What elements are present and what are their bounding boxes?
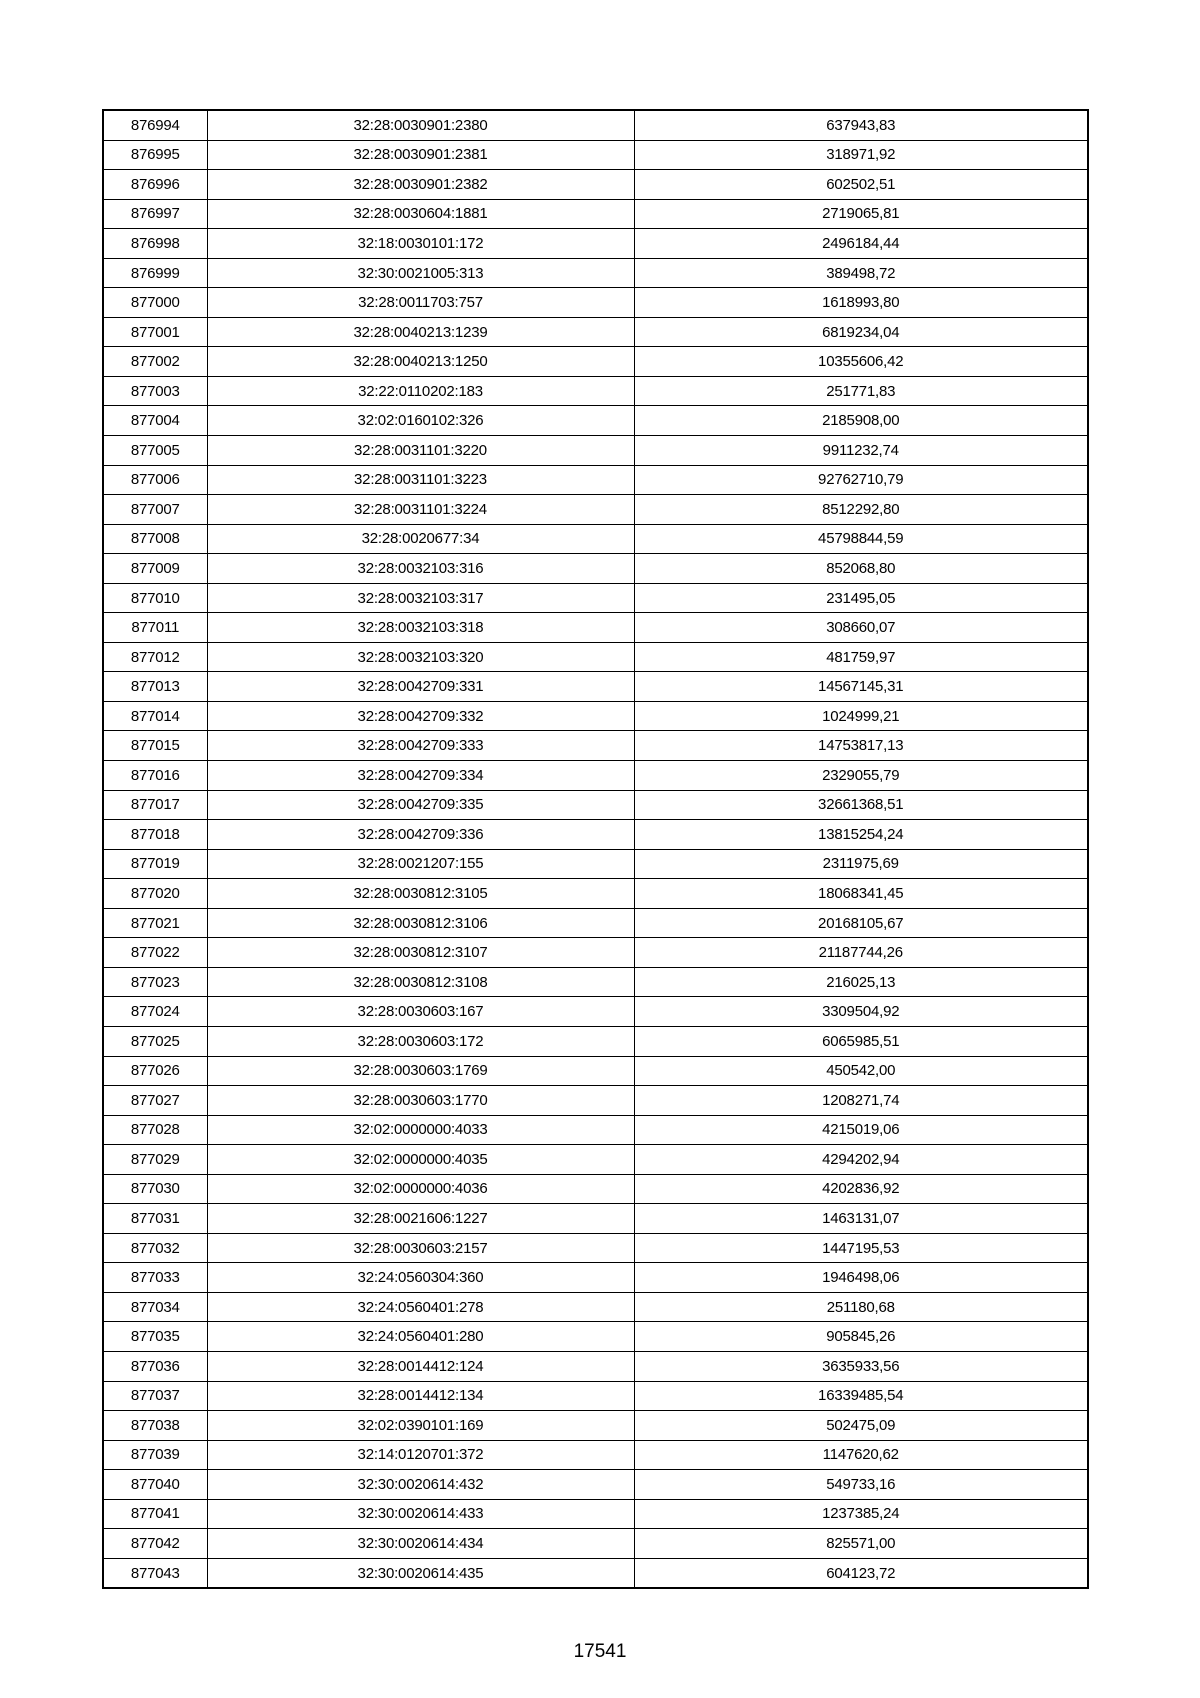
value-cell: 1618993,80 xyxy=(634,288,1088,318)
table-row xyxy=(103,1558,1088,1588)
table-row xyxy=(103,376,1088,406)
record-number-cell: 877034 xyxy=(103,1292,207,1322)
cadastral-number-cell: 32:28:0042709:333 xyxy=(207,731,634,761)
table-row xyxy=(103,1292,1088,1322)
table-row xyxy=(103,642,1088,672)
cadastral-number-cell: 32:28:0032103:320 xyxy=(207,642,634,672)
record-number-cell: 876994 xyxy=(103,110,207,140)
table-row xyxy=(103,1204,1088,1234)
table-row xyxy=(103,938,1088,968)
value-cell: 251771,83 xyxy=(634,376,1088,406)
cadastral-number-cell: 32:24:0560401:278 xyxy=(207,1292,634,1322)
cadastral-number-cell: 32:22:0110202:183 xyxy=(207,376,634,406)
value-cell: 2719065,81 xyxy=(634,199,1088,229)
record-number-cell: 877016 xyxy=(103,761,207,791)
record-number-cell: 876996 xyxy=(103,170,207,200)
table-row xyxy=(103,701,1088,731)
record-number-cell: 876998 xyxy=(103,229,207,259)
value-cell: 549733,16 xyxy=(634,1470,1088,1500)
value-cell: 14567145,31 xyxy=(634,672,1088,702)
value-cell: 604123,72 xyxy=(634,1558,1088,1588)
value-cell: 905845,26 xyxy=(634,1322,1088,1352)
record-number-cell: 877008 xyxy=(103,524,207,554)
table-row xyxy=(103,1174,1088,1204)
cadastral-number-cell: 32:30:0020614:432 xyxy=(207,1470,634,1500)
table-row xyxy=(103,790,1088,820)
record-number-cell: 877031 xyxy=(103,1204,207,1234)
value-cell: 502475,09 xyxy=(634,1411,1088,1441)
value-cell: 4202836,92 xyxy=(634,1174,1088,1204)
value-cell: 2185908,00 xyxy=(634,406,1088,436)
cadastral-number-cell: 32:28:0032103:318 xyxy=(207,613,634,643)
value-cell: 13815254,24 xyxy=(634,820,1088,850)
value-cell: 251180,68 xyxy=(634,1292,1088,1322)
value-cell: 1024999,21 xyxy=(634,701,1088,731)
table-row xyxy=(103,347,1088,377)
record-number-cell: 877005 xyxy=(103,436,207,466)
value-cell: 1237385,24 xyxy=(634,1499,1088,1529)
table-row xyxy=(103,554,1088,584)
cadastral-number-cell: 32:28:0031101:3224 xyxy=(207,495,634,525)
record-number-cell: 876995 xyxy=(103,140,207,170)
record-number-cell: 877037 xyxy=(103,1381,207,1411)
table-row xyxy=(103,1145,1088,1175)
value-cell: 18068341,45 xyxy=(634,879,1088,909)
table-row xyxy=(103,613,1088,643)
page-number: 17541 xyxy=(573,1641,627,1662)
cadastral-number-cell: 32:28:0030603:1770 xyxy=(207,1086,634,1116)
table-row xyxy=(103,672,1088,702)
record-number-cell: 876999 xyxy=(103,258,207,288)
record-number-cell: 877019 xyxy=(103,849,207,879)
record-number-cell: 877040 xyxy=(103,1470,207,1500)
table-row xyxy=(103,1470,1088,1500)
cadastral-number-cell: 32:28:0030901:2381 xyxy=(207,140,634,170)
value-cell: 45798844,59 xyxy=(634,524,1088,554)
record-number-cell: 877004 xyxy=(103,406,207,436)
table-row xyxy=(103,1115,1088,1145)
table-row xyxy=(103,110,1088,140)
value-cell: 2496184,44 xyxy=(634,229,1088,259)
table-row xyxy=(103,199,1088,229)
table-row xyxy=(103,1499,1088,1529)
cadastral-number-cell: 32:28:0040213:1239 xyxy=(207,317,634,347)
value-cell: 1208271,74 xyxy=(634,1086,1088,1116)
table-row xyxy=(103,1322,1088,1352)
cadastral-number-cell: 32:14:0120701:372 xyxy=(207,1440,634,1470)
table-row xyxy=(103,967,1088,997)
cadastral-number-cell: 32:28:0042709:334 xyxy=(207,761,634,791)
value-cell: 3309504,92 xyxy=(634,997,1088,1027)
table-row xyxy=(103,1026,1088,1056)
record-number-cell: 877017 xyxy=(103,790,207,820)
record-number-cell: 877032 xyxy=(103,1233,207,1263)
value-cell: 1147620,62 xyxy=(634,1440,1088,1470)
value-cell: 852068,80 xyxy=(634,554,1088,584)
value-cell: 3635933,56 xyxy=(634,1351,1088,1381)
record-number-cell: 877036 xyxy=(103,1351,207,1381)
record-number-cell: 877035 xyxy=(103,1322,207,1352)
cadastral-number-cell: 32:28:0031101:3220 xyxy=(207,436,634,466)
value-cell: 481759,97 xyxy=(634,642,1088,672)
record-number-cell: 877030 xyxy=(103,1174,207,1204)
record-number-cell: 877011 xyxy=(103,613,207,643)
cadastral-number-cell: 32:28:0042709:336 xyxy=(207,820,634,850)
registry-table-body xyxy=(103,110,1088,1588)
value-cell: 20168105,67 xyxy=(634,908,1088,938)
value-cell: 4215019,06 xyxy=(634,1115,1088,1145)
value-cell: 1463131,07 xyxy=(634,1204,1088,1234)
table-row xyxy=(103,495,1088,525)
cadastral-number-cell: 32:28:0030812:3105 xyxy=(207,879,634,909)
cadastral-number-cell: 32:28:0014412:124 xyxy=(207,1351,634,1381)
cadastral-number-cell: 32:02:0160102:326 xyxy=(207,406,634,436)
cadastral-number-cell: 32:28:0030603:167 xyxy=(207,997,634,1027)
record-number-cell: 877002 xyxy=(103,347,207,377)
cadastral-number-cell: 32:02:0000000:4035 xyxy=(207,1145,634,1175)
record-number-cell: 877043 xyxy=(103,1558,207,1588)
cadastral-number-cell: 32:28:0030812:3106 xyxy=(207,908,634,938)
value-cell: 4294202,94 xyxy=(634,1145,1088,1175)
value-cell: 9911232,74 xyxy=(634,436,1088,466)
record-number-cell: 877042 xyxy=(103,1529,207,1559)
cadastral-number-cell: 32:28:0040213:1250 xyxy=(207,347,634,377)
cadastral-number-cell: 32:28:0030603:172 xyxy=(207,1026,634,1056)
value-cell: 1946498,06 xyxy=(634,1263,1088,1293)
table-row xyxy=(103,1086,1088,1116)
table-row xyxy=(103,465,1088,495)
record-number-cell: 877028 xyxy=(103,1115,207,1145)
value-cell: 231495,05 xyxy=(634,583,1088,613)
record-number-cell: 877000 xyxy=(103,288,207,318)
value-cell: 637943,83 xyxy=(634,110,1088,140)
table-row xyxy=(103,1351,1088,1381)
cadastral-number-cell: 32:30:0020614:435 xyxy=(207,1558,634,1588)
record-number-cell: 877020 xyxy=(103,879,207,909)
cadastral-number-cell: 32:28:0042709:331 xyxy=(207,672,634,702)
cadastral-number-cell: 32:28:0030901:2382 xyxy=(207,170,634,200)
record-number-cell: 876997 xyxy=(103,199,207,229)
table-row xyxy=(103,436,1088,466)
cadastral-number-cell: 32:28:0031101:3223 xyxy=(207,465,634,495)
value-cell: 6065985,51 xyxy=(634,1026,1088,1056)
table-row xyxy=(103,583,1088,613)
table-row xyxy=(103,820,1088,850)
value-cell: 16339485,54 xyxy=(634,1381,1088,1411)
cadastral-number-cell: 32:02:0000000:4036 xyxy=(207,1174,634,1204)
value-cell: 216025,13 xyxy=(634,967,1088,997)
table-row xyxy=(103,908,1088,938)
value-cell: 825571,00 xyxy=(634,1529,1088,1559)
value-cell: 389498,72 xyxy=(634,258,1088,288)
value-cell: 10355606,42 xyxy=(634,347,1088,377)
record-number-cell: 877024 xyxy=(103,997,207,1027)
cadastral-number-cell: 32:18:0030101:172 xyxy=(207,229,634,259)
cadastral-number-cell: 32:28:0032103:317 xyxy=(207,583,634,613)
table-row xyxy=(103,288,1088,318)
table-row xyxy=(103,849,1088,879)
cadastral-number-cell: 32:28:0030812:3107 xyxy=(207,938,634,968)
cadastral-number-cell: 32:28:0032103:316 xyxy=(207,554,634,584)
cadastral-number-cell: 32:28:0042709:332 xyxy=(207,701,634,731)
cadastral-number-cell: 32:28:0030901:2380 xyxy=(207,110,634,140)
value-cell: 450542,00 xyxy=(634,1056,1088,1086)
record-number-cell: 877012 xyxy=(103,642,207,672)
record-number-cell: 877025 xyxy=(103,1026,207,1056)
table-row xyxy=(103,229,1088,259)
value-cell: 318971,92 xyxy=(634,140,1088,170)
cadastral-number-cell: 32:28:0042709:335 xyxy=(207,790,634,820)
record-number-cell: 877027 xyxy=(103,1086,207,1116)
record-number-cell: 877029 xyxy=(103,1145,207,1175)
record-number-cell: 877010 xyxy=(103,583,207,613)
table-row xyxy=(103,524,1088,554)
record-number-cell: 877015 xyxy=(103,731,207,761)
record-number-cell: 877007 xyxy=(103,495,207,525)
cadastral-number-cell: 32:02:0390101:169 xyxy=(207,1411,634,1441)
record-number-cell: 877021 xyxy=(103,908,207,938)
cadastral-number-cell: 32:28:0030812:3108 xyxy=(207,967,634,997)
record-number-cell: 877014 xyxy=(103,701,207,731)
record-number-cell: 877013 xyxy=(103,672,207,702)
value-cell: 6819234,04 xyxy=(634,317,1088,347)
record-number-cell: 877022 xyxy=(103,938,207,968)
table-row xyxy=(103,997,1088,1027)
record-number-cell: 877041 xyxy=(103,1499,207,1529)
cadastral-number-cell: 32:24:0560401:280 xyxy=(207,1322,634,1352)
value-cell: 32661368,51 xyxy=(634,790,1088,820)
table-row xyxy=(103,731,1088,761)
cadastral-number-cell: 32:28:0030604:1881 xyxy=(207,199,634,229)
value-cell: 308660,07 xyxy=(634,613,1088,643)
cadastral-number-cell: 32:28:0021207:155 xyxy=(207,849,634,879)
value-cell: 14753817,13 xyxy=(634,731,1088,761)
table-row xyxy=(103,1263,1088,1293)
table-row xyxy=(103,1056,1088,1086)
table-row xyxy=(103,1411,1088,1441)
table-row xyxy=(103,170,1088,200)
table-row xyxy=(103,879,1088,909)
record-number-cell: 877009 xyxy=(103,554,207,584)
cadastral-number-cell: 32:24:0560304:360 xyxy=(207,1263,634,1293)
value-cell: 21187744,26 xyxy=(634,938,1088,968)
record-number-cell: 877018 xyxy=(103,820,207,850)
cadastral-number-cell: 32:28:0011703:757 xyxy=(207,288,634,318)
cadastral-number-cell: 32:28:0030603:2157 xyxy=(207,1233,634,1263)
table-row xyxy=(103,1529,1088,1559)
value-cell: 92762710,79 xyxy=(634,465,1088,495)
record-number-cell: 877001 xyxy=(103,317,207,347)
table-row xyxy=(103,1440,1088,1470)
value-cell: 2329055,79 xyxy=(634,761,1088,791)
table-row xyxy=(103,406,1088,436)
record-number-cell: 877026 xyxy=(103,1056,207,1086)
record-number-cell: 877006 xyxy=(103,465,207,495)
cadastral-number-cell: 32:28:0014412:134 xyxy=(207,1381,634,1411)
value-cell: 602502,51 xyxy=(634,170,1088,200)
record-number-cell: 877023 xyxy=(103,967,207,997)
value-cell: 1447195,53 xyxy=(634,1233,1088,1263)
table-row xyxy=(103,140,1088,170)
table-row xyxy=(103,1381,1088,1411)
registry-table xyxy=(102,109,1089,1589)
value-cell: 2311975,69 xyxy=(634,849,1088,879)
table-row xyxy=(103,317,1088,347)
cadastral-number-cell: 32:30:0020614:434 xyxy=(207,1529,634,1559)
cadastral-number-cell: 32:30:0020614:433 xyxy=(207,1499,634,1529)
record-number-cell: 877033 xyxy=(103,1263,207,1293)
cadastral-number-cell: 32:30:0021005:313 xyxy=(207,258,634,288)
record-number-cell: 877038 xyxy=(103,1411,207,1441)
cadastral-number-cell: 32:28:0020677:34 xyxy=(207,524,634,554)
cadastral-number-cell: 32:28:0021606:1227 xyxy=(207,1204,634,1234)
table-row xyxy=(103,1233,1088,1263)
table-row xyxy=(103,761,1088,791)
record-number-cell: 877039 xyxy=(103,1440,207,1470)
cadastral-number-cell: 32:02:0000000:4033 xyxy=(207,1115,634,1145)
value-cell: 8512292,80 xyxy=(634,495,1088,525)
table-row xyxy=(103,258,1088,288)
record-number-cell: 877003 xyxy=(103,376,207,406)
cadastral-number-cell: 32:28:0030603:1769 xyxy=(207,1056,634,1086)
